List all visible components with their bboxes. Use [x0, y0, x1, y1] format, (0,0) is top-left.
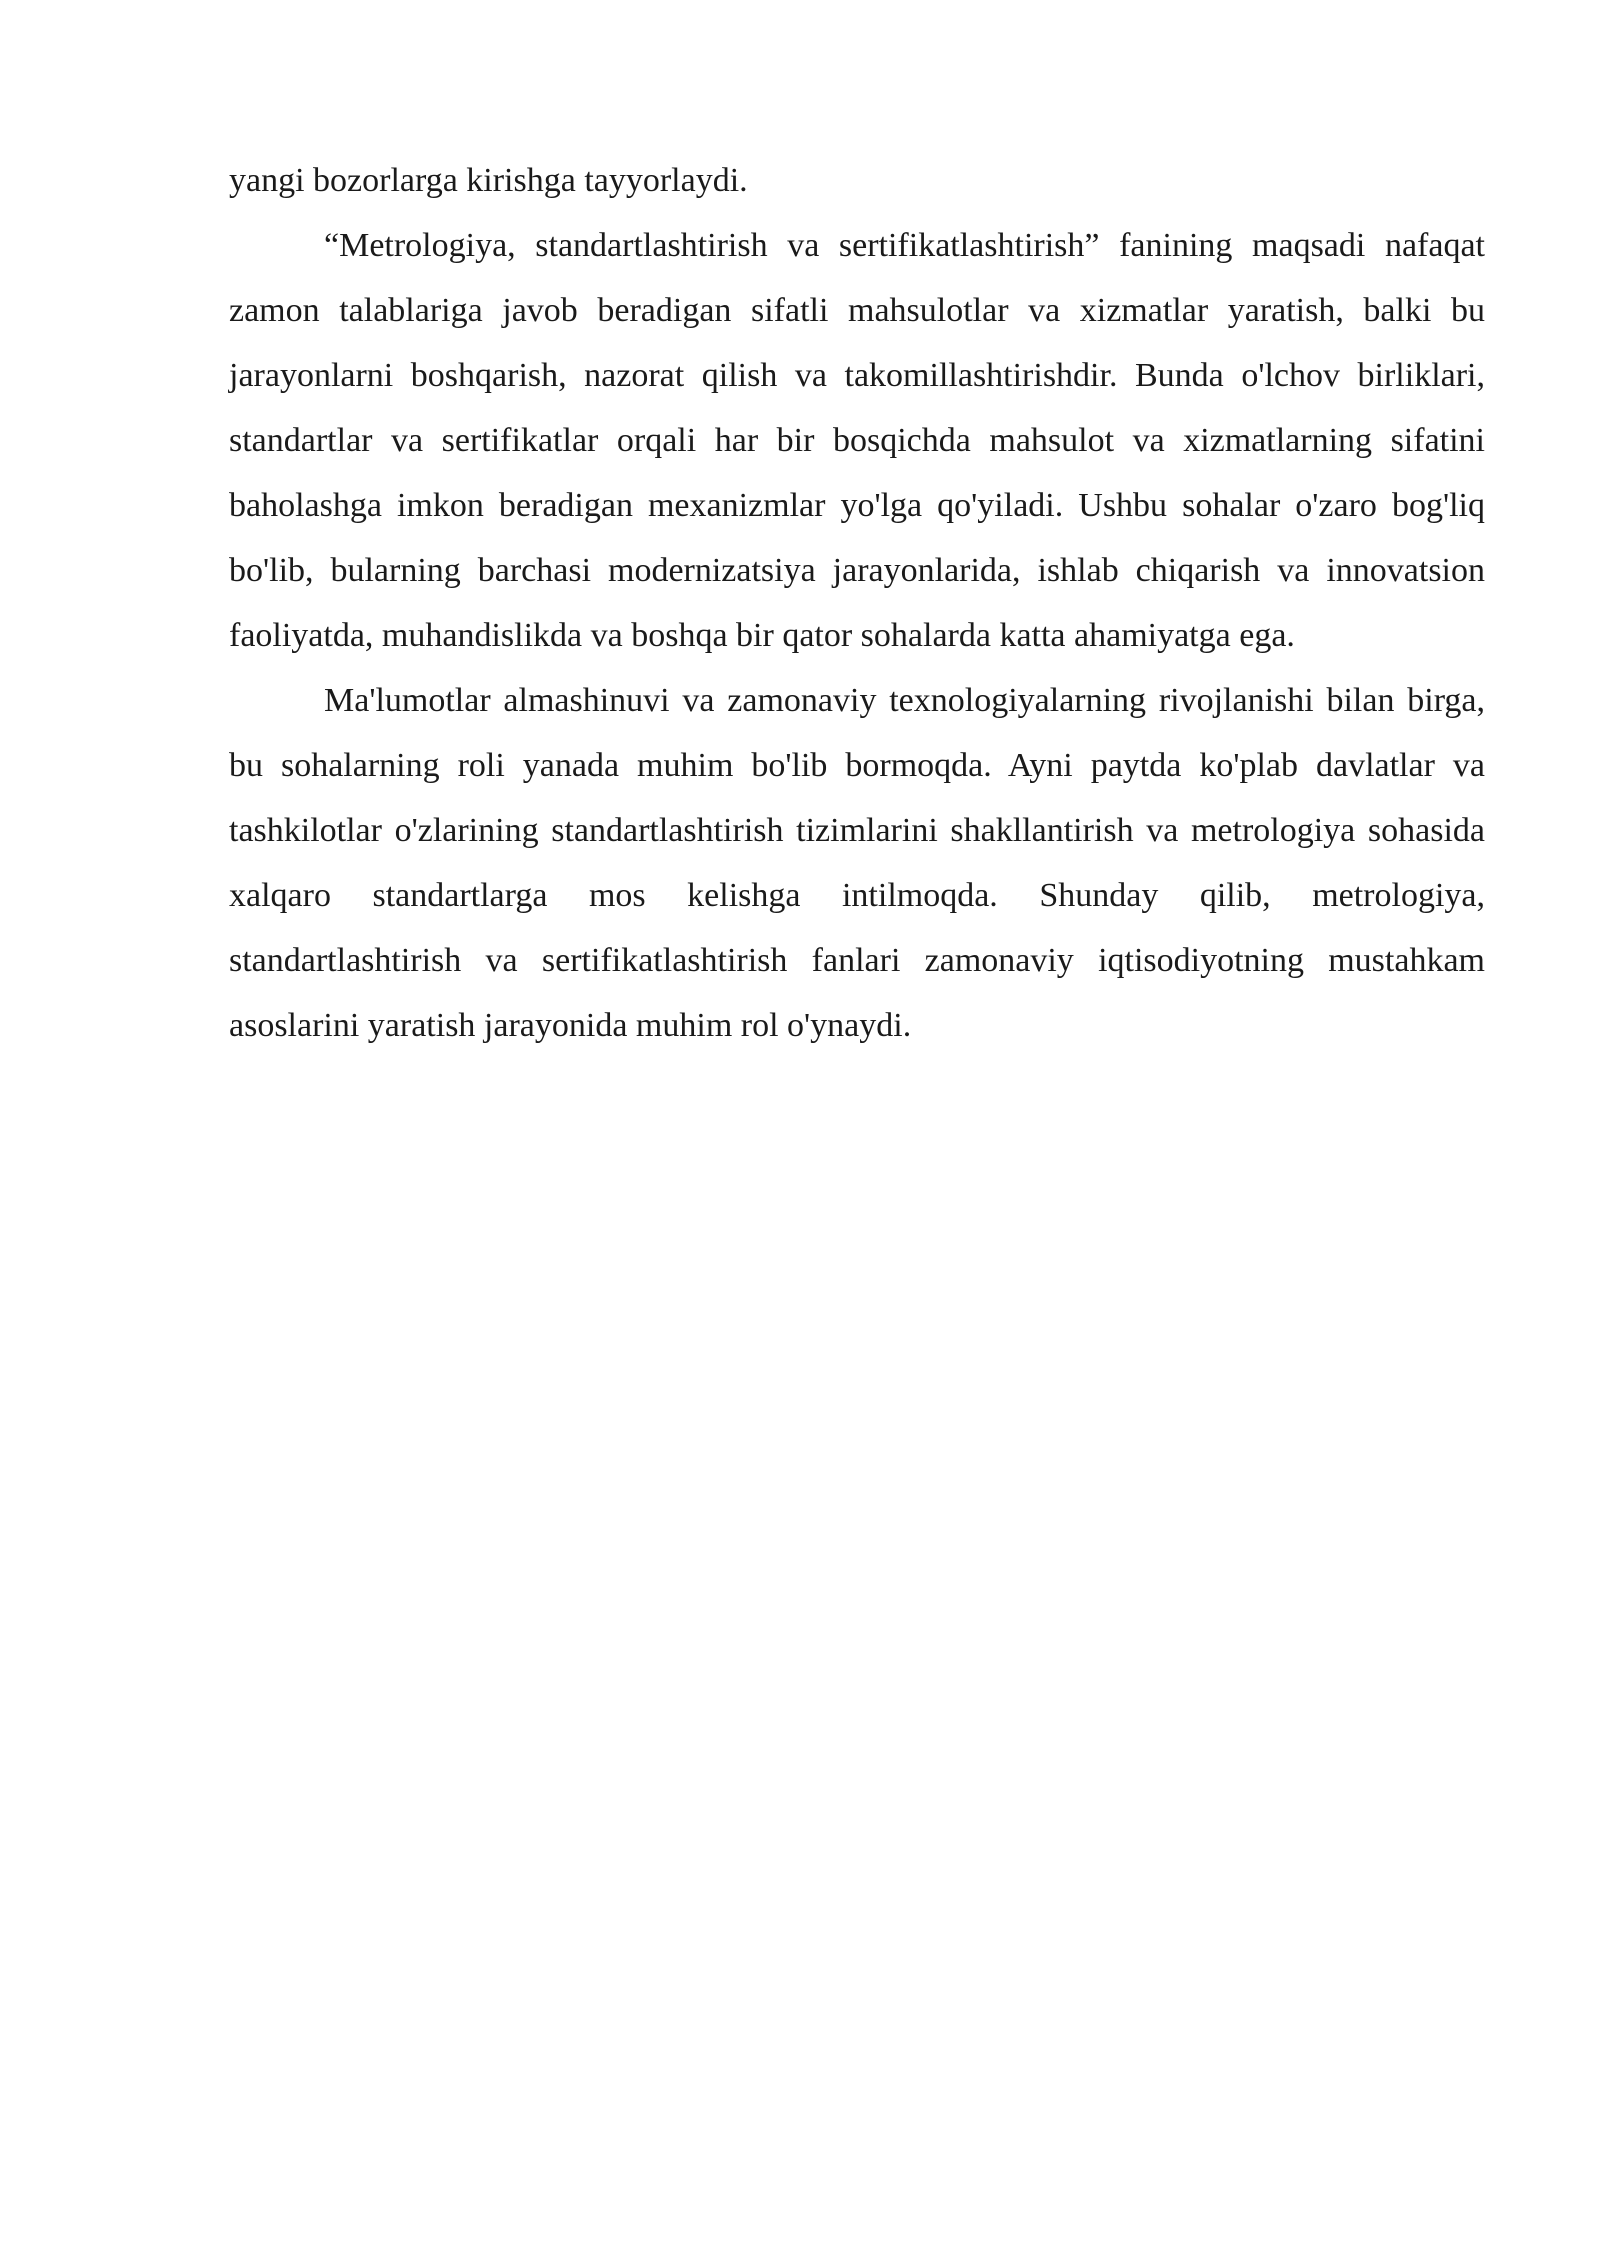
- paragraph-course-goal: “Metrologiya, standartlashtirish va sertifikatlashtirish” fanining maqsadi nafaqat zamon talablariga javob beradigan sifatli mahsulotlar va xizmatlar yaratish, balki bu jarayonlarni boshqarish, nazorat qilish va takomillashtirishdir. Bunda o'lchov birliklari, standartlar va sertifikatlar orqali har bir bosqichda mahsulot va xizmatlarning sifatini baholashga imkon beradigan mexanizmlar yo'lga qo'yiladi. Ushbu sohalar o'zaro bog'liq bo'lib, bularning barchasi modernizatsiya jarayonlarida, ishlab chiqarish va innovatsion faoliyatda, muhandislikda va boshqa bir qator sohalarda katta ahamiyatga ega.: [229, 227, 1485, 654]
- paragraph-modern-role: Ma'lumotlar almashinuvi va zamonaviy texnologiyalarning rivojlanishi bilan birga, bu sohalarning roli yanada muhim bo'lib bormoqda. Ayni paytda ko'plab davlatlar va tashkilotlar o'zlarining standartlashtirish tizimlarini shakllantirish va metrologiya sohasida xalqaro standartlarga mos kelishga intilmoqda. Shunday qilib, metrologiya, standartlashtirish va sertifikatlashtirish fanlari zamonaviy iqtisodiyotning mustahkam asoslarini yaratish jarayonida muhim rol o'ynaydi.: [229, 682, 1485, 1044]
- document-body: [229, 148, 1485, 1058]
- paragraph-continuation: yangi bozorlarga kirishga tayyorlaydi.: [229, 162, 748, 199]
